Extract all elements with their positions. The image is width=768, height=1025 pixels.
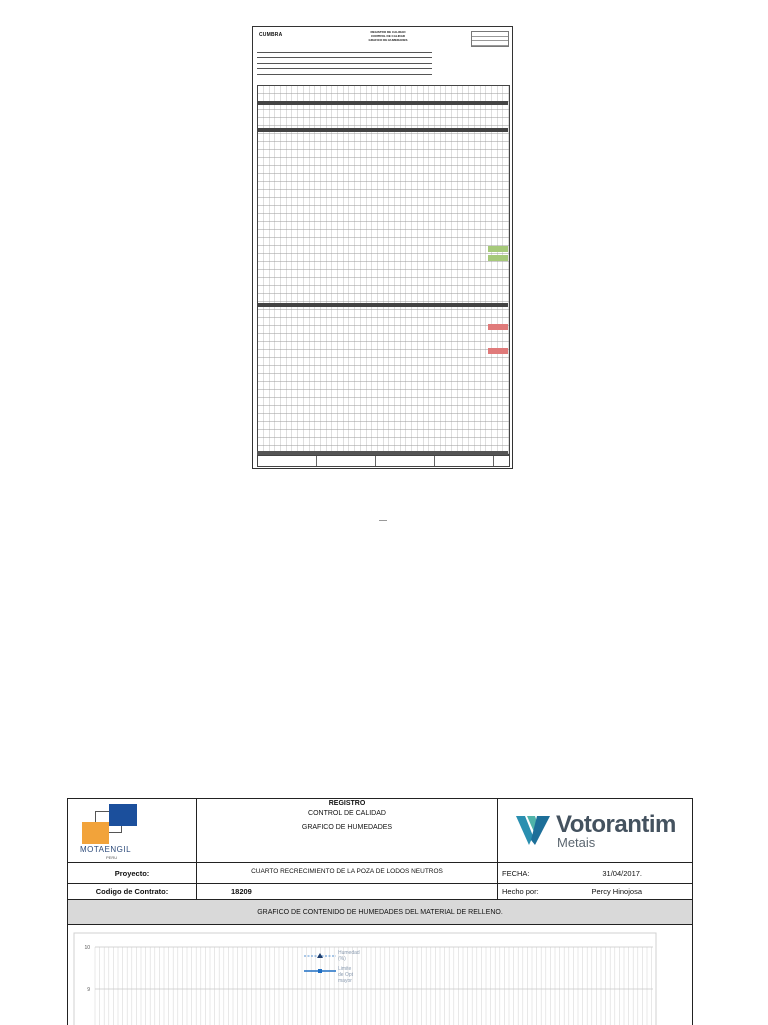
votorantim-logo	[498, 799, 692, 863]
header-line-registro: REGISTRO	[328, 800, 366, 807]
thumbnail-section-band	[257, 303, 508, 307]
form-header	[197, 799, 498, 863]
legend-humidity-marker	[317, 953, 323, 958]
thumbnail-logo: CUMBRA	[259, 32, 283, 38]
date-field	[498, 863, 692, 884]
contract-value	[197, 884, 498, 900]
motaengil-logo-text: MOTAENGIL	[80, 845, 132, 854]
chart-y-tick-label: 9	[87, 987, 90, 993]
header-line-grafico: GRAFICO DE HUMEDADES	[301, 824, 393, 831]
thumbnail-title	[323, 30, 453, 42]
chart-y-tick-label: 10	[84, 945, 90, 951]
thumbnail-highlight-red	[488, 324, 508, 330]
thumbnail-section-band	[257, 101, 508, 105]
quality-form	[67, 798, 693, 1025]
thumbnail-data-table	[257, 85, 510, 455]
humidity-chart	[68, 925, 692, 1025]
page-separator-mark	[379, 520, 387, 521]
project-label: Proyecto:	[68, 863, 197, 884]
thumbnail-info-box	[471, 31, 509, 47]
legend-label: Limite de Opt mayor	[338, 966, 354, 984]
header-line-control: CONTROL DE CALIDAD	[308, 810, 386, 817]
thumbnail-title-line: REGISTRO DE CALIDAD	[370, 30, 406, 34]
contract-label: Codigo de Contrato:	[68, 884, 197, 900]
legend-limit-marker	[318, 969, 322, 973]
thumbnail-highlight-green	[488, 246, 508, 252]
thumbnail-signature-row	[257, 455, 510, 467]
thumbnail-title-line: CONTROL DE CALIDAD	[370, 34, 406, 38]
thumbnail-section-band	[257, 128, 508, 132]
legend-label: Humedad (%)	[338, 950, 360, 962]
thumbnail-title-line: GRAFICO DE HUMEDADES	[368, 38, 408, 42]
made-by-label: Hecho por:	[502, 887, 539, 896]
contract-number: 18209	[231, 887, 252, 896]
votorantim-logo-sub: Metais	[557, 835, 596, 850]
date-label: FECHA:	[502, 869, 530, 878]
page-thumbnail	[252, 26, 513, 469]
motaengil-logo	[68, 799, 197, 863]
date-value: 31/04/2017.	[602, 869, 642, 878]
humidity-chart-svg	[68, 925, 692, 1025]
made-by-value: Percy Hinojosa	[591, 887, 642, 896]
thumbnail-highlight-red	[488, 348, 508, 354]
section-title: GRAFICO DE CONTENIDO DE HUMEDADES DEL MATERIAL DE RELLENO.	[68, 900, 692, 925]
motaengil-logo-sub: PERU	[106, 855, 118, 860]
thumbnail-highlight-green	[488, 255, 508, 261]
votorantim-mark-icon	[516, 812, 550, 848]
made-by-field	[498, 884, 692, 900]
project-value: CUARTO RECRECIMIENTO DE LA POZA DE LODOS NEUTROS	[197, 863, 498, 884]
thumbnail-header-fields	[257, 47, 507, 83]
votorantim-logo-name: Votorantim	[556, 811, 676, 838]
